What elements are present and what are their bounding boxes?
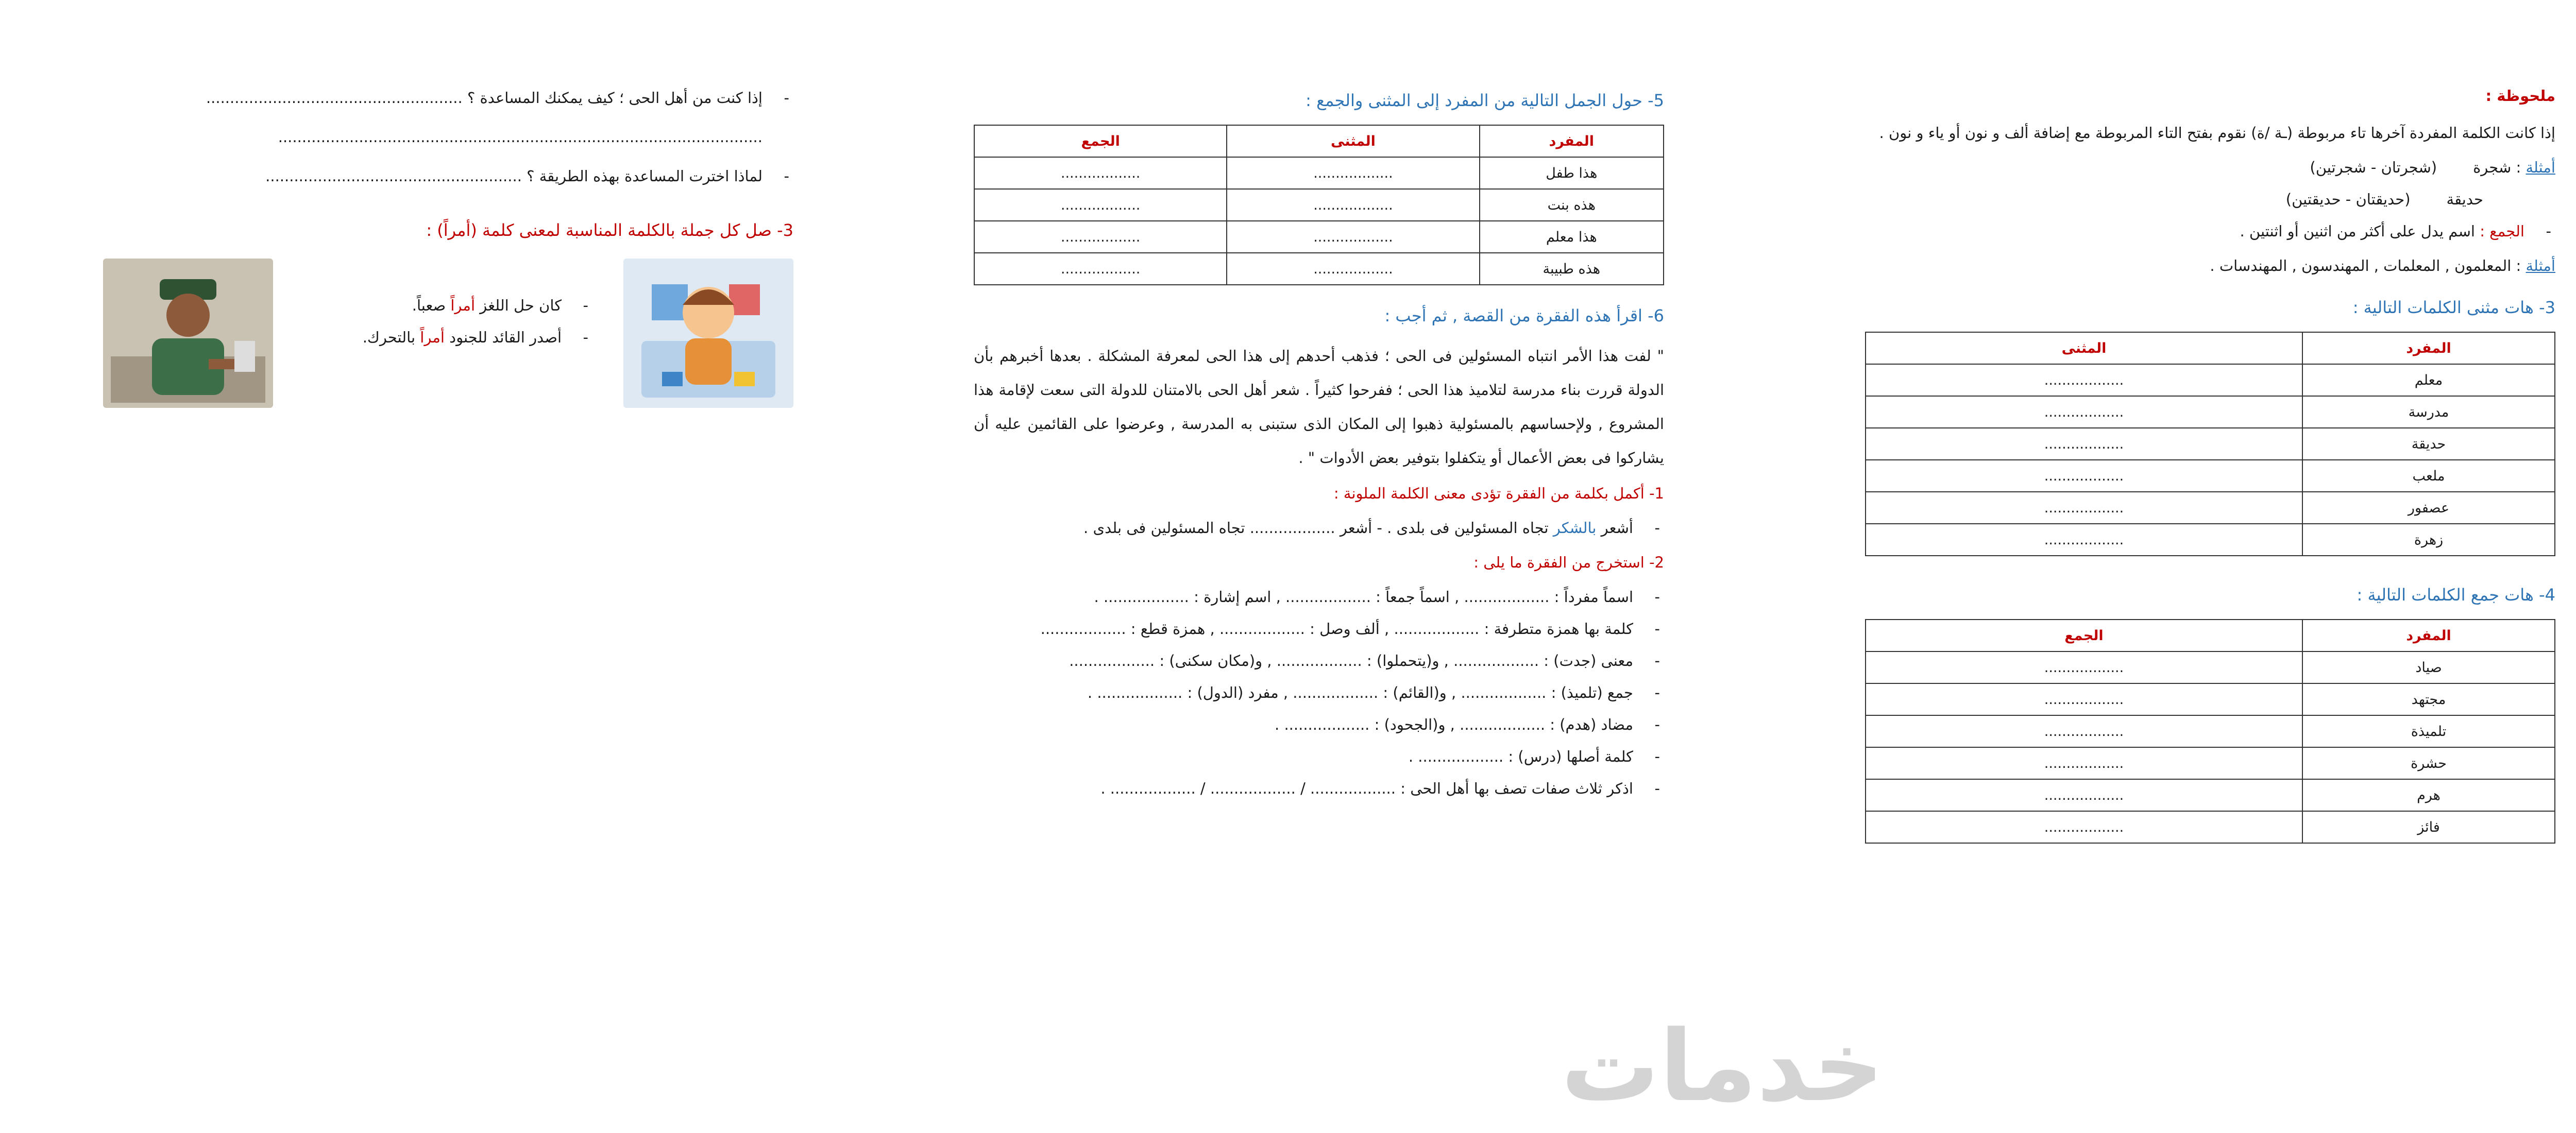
puzzle-boy-illustration (623, 259, 793, 408)
table-row: حديقة .................. (1866, 428, 2555, 460)
table-row: ملعب .................. (1866, 460, 2555, 492)
conversion-table: المفرد المثنى الجمع هذا طفل .................. .................. هذه بنت .................. .................. هذا معلم .................. .................. هذه طبيبة .................. .................. (974, 125, 1664, 285)
dual-table: المفرد المثنى معلم .................. مدرسة .................. حديقة .................. ملعب .................. عصفور .................. زهرة .................. (1865, 332, 2555, 556)
note-title: ملحوظة : (2485, 87, 2555, 105)
matching-area (103, 259, 793, 408)
table-row: هذه طبيبة .................. .................. (974, 253, 1664, 285)
answer-line: ...................................................................................................... (278, 128, 762, 146)
q3-title: 3- هات مثنى الكلمات التالية : (2352, 298, 2555, 317)
sub2-item: - جمع (تلميذ) : .................. , و(القائم) : .................. , مفرد (الدول) : .................. . (974, 677, 1664, 709)
sub2-item: - مضاد (هدم) : .................. , و(الجحود) : .................. . (974, 709, 1664, 741)
page-4 (103, 77, 793, 1030)
table-row: مدرسة .................. (1866, 396, 2555, 428)
sub2-item: - اذكر ثلاث صفات تصف بها أهل الحى : .................. / .................. / .................. . (974, 772, 1664, 804)
q6-paragraph: " لفت هذا الأمر انتباه المسئولين فى الحى ؛ فذهب أحدهم إلى هذا الحى لمعرفة المشكلة . بعدها أخبرهم بأن الدولة قررت بناء مدرسة لتلاميذ هذا الحى ؛ ففرحوا كثيراً . شعر أهل الحى بالامتنان للدولة التى سعت لإقامة هذا المشروع , ولإحساسهم بالمسئولية ذهبوا إلى المكان الذى ستبنى به المدرسة , وعرضوا على القائمين عليه أن يشاركوا فى بعض الأعمال أو يتكفلوا بتوفير بعض الأدوات " . (974, 347, 1664, 467)
question-item: - لماذا اخترت المساعدة بهذه الطريقة ؟ ...................................................... (103, 156, 793, 197)
question-item: - إذا كنت من أهل الحى ؛ كيف يمكنك المساعدة ؟ ...................................................... (103, 77, 793, 118)
table-row: تلميذة .................. (1866, 715, 2555, 747)
table-row: هرم .................. (1866, 779, 2555, 811)
watermark: خدمات (1561, 1009, 1884, 1123)
sub2-item: - معنى (جدت) : .................. , و(يتحملوا) : .................. , و(مكان سكنى) : .................. (974, 645, 1664, 677)
note-example: حديقة (حديقتان - حديقتين) (2285, 191, 2483, 208)
sub1-item: - أشعر بالشكر تجاه المسئولين فى بلدى . - أشعر .................. تجاه المسئولين فى بلدى . (974, 512, 1664, 544)
table-row: مجتهد .................. (1866, 683, 2555, 715)
sub2-item: - كلمة أصلها (درس) : .................. . (974, 741, 1664, 772)
table-row: فائز .................. (1866, 811, 2555, 843)
table-row: هذا طفل .................. .................. (974, 157, 1664, 189)
table-row: صياد .................. (1866, 651, 2555, 683)
table-row: هذا معلم .................. .................. (974, 221, 1664, 253)
q5-title: 5- حول الجمل التالية من المفرد إلى المثنى والجمع : (1306, 91, 1664, 110)
plural-definition: - الجمع : اسم يدل على أكثر من اثنين أو اثنتين . (1865, 215, 2555, 247)
match-sentence: - كان حل اللغز أمراً صعباً. (304, 289, 592, 321)
sub2-item: - اسماً مفرداً : .................. , اسماً جمعاً : .................. , اسم إشارة : .................. . (974, 581, 1664, 613)
note-example: أمثلة : شجرة (شجرتان - شجرتين) (2310, 159, 2555, 176)
table-row: هذه بنت .................. .................. (974, 189, 1664, 221)
q4-title: 4- هات جمع الكلمات التالية : (2357, 585, 2555, 605)
table-row: عصفور .................. (1866, 492, 2555, 524)
plural-examples: أمثلة : المعلمون , المعلمات , المهندسون , المهندسات . (2210, 257, 2555, 274)
table-row: معلم .................. (1866, 364, 2555, 396)
q3-match-title: 3- صل كل جملة بالكلمة المناسبة لمعنى كلمة (أمراً) : (426, 220, 793, 240)
table-row: حشرة .................. (1866, 747, 2555, 779)
page-3 (974, 77, 1664, 1030)
q6-title: 6- اقرأ هذه الفقرة من القصة , ثم أجب : (1384, 306, 1664, 325)
police-officer-illustration (103, 259, 273, 408)
note-text: إذا كانت الكلمة المفردة آخرها تاء مربوطة (ـة /ة) نقوم بفتح التاء المربوطة مع إضافة ألف و نون أو ياء و نون . (1879, 124, 2555, 142)
match-sentence: - أصدر القائد للجنود أمراً بالتحرك. (304, 321, 592, 353)
sub2-item: - كلمة بها همزة متطرفة : .................. , ألف وصل : .................. , همزة قطع : .................. (974, 613, 1664, 645)
plural-table: المفرد الجمع صياد .................. مجتهد .................. تلميذة .................. حشرة .................. هرم .................. فائز .................. (1865, 619, 2555, 844)
sub2-title: 2- استخرج من الفقرة ما يلى : (1473, 554, 1664, 571)
page-2 (1865, 77, 2555, 1030)
sub1-title: 1- أكمل بكلمة من الفقرة تؤدى معنى الكلمة الملونة : (1333, 485, 1664, 502)
table-row: زهرة .................. (1866, 524, 2555, 556)
